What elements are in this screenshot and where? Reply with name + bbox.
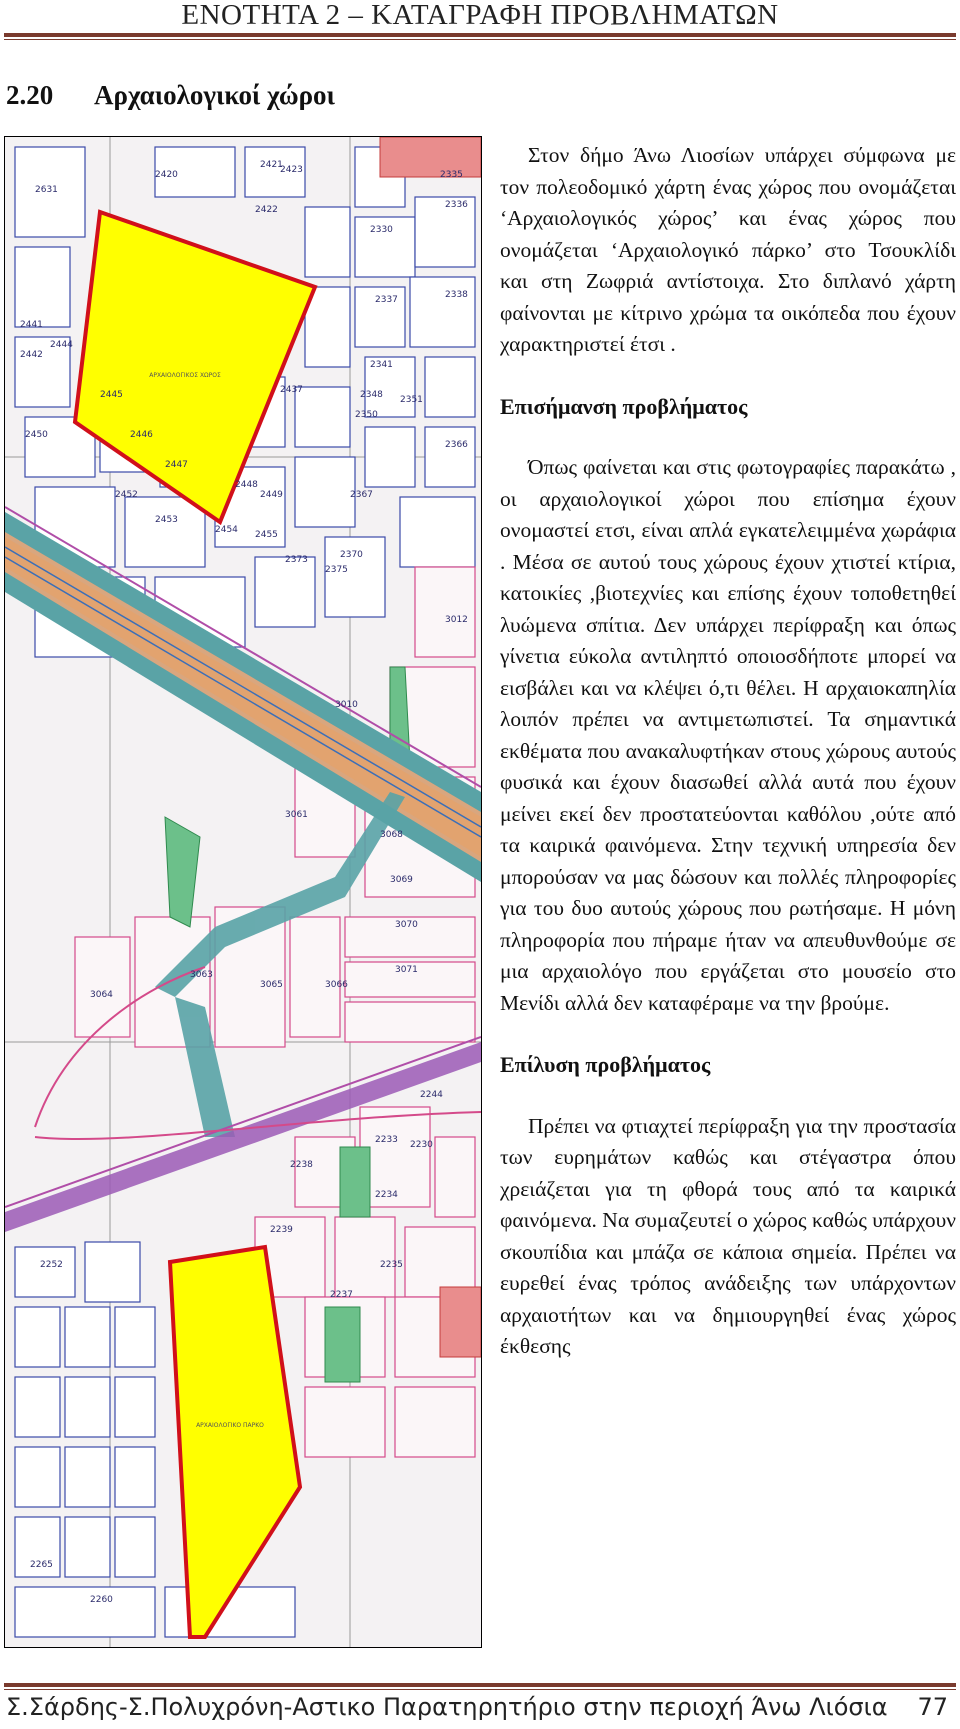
block-number-label: 2351: [400, 395, 423, 405]
block-number-label: 2442: [20, 350, 43, 360]
block-number-label: 2252: [40, 1260, 63, 1270]
block-number-label: 2233: [375, 1135, 398, 1145]
lower-parcel-label: ΑΡΧΑΙΟΛΟΓΙΚΟ ΠΑΡΚΟ: [196, 1422, 264, 1429]
solution-paragraph: Πρέπει να φτιαχτεί περίφραξη για την προστασία των ευρημάτων καθώς και στέγαστρα όπου χρειάζεται για τη φθορά τους από τα καιρικά φαινόμενα. Να συμαζευτεί ο χώρος καθώς υπάρχουν σκουπίδια και μπάζα σε κάποια σημεία. Πρέπει να ευρεθεί ένας τρόπος ανάδειξης των υπάρχοντων αρχαιοτήτων και να δημιουργηθεί ένας χώρος έκθεσης: [500, 1113, 956, 1358]
block-number-label: 2350: [355, 410, 378, 420]
block-number-label: 2454: [215, 525, 238, 535]
block-number-label: 2235: [380, 1260, 403, 1270]
problem-paragraph: Όπως φαίνεται και στις φωτογραφίες παρακάτω , οι αρχαιολογικοί χώροι που επίσημα έχουν ονομαστεί ετσι, είναι απλά εγκατελειμμένα χωράφια . Μέσα σε αυτού τους χώρους έχουν χτιστεί κτίρια, κατοικίες ,βιοτεχνίες και επίσης έχουν τοποθετηθεί λυώμενα σπίτια. Δεν υπάρχει περίφραξη και όπως γίνετια εύκολα αντιληπτό οποιοσδήποτε μπορεί να εισβάλει και να κλέψει ό,τι θέλει. Η αρχαιοκαπηλία λοιπόν πρέπει να αντιμετωπιστεί. Τα σημαντικά εκθέματα που ανακαλυφτήκαν στους χώρους αυτούς φυσικά και έχουν διασωθεί αλλά αυτά που έχουν μείνει εκεί δεν προστατεύονται καθόλου ,ούτε από τα καιρικά φαινόμενα. Στην τεχνική υπηρεσία δεν μπορούσαν να μας δώσουν και πολλές πληροφορίες για του δυο αυτούς χώρους που ρωτήσαμε. Η μόνη πληροφορία που πήραμε ήταν να απευθυνθούμε σε μια αρχαιολόγο που εργάζεται στο μουσείο στο Μενίδι αλλά δεν καταφέραμε να την βρούμε.: [500, 455, 956, 1015]
problem-heading: Επισήμανση προβλήματος: [500, 393, 748, 419]
block-number-label: 2348: [360, 390, 383, 400]
block-number-label: 2335: [440, 170, 463, 180]
block-number-label: 2330: [370, 225, 393, 235]
block-number-label: 2453: [155, 515, 178, 525]
block-number-label: 3064: [90, 990, 113, 1000]
block-number-label: 2238: [290, 1160, 313, 1170]
block-number-label: 2367: [350, 490, 373, 500]
page-number: 77: [917, 1693, 948, 1721]
footer-rule: [4, 1683, 956, 1687]
header-rule-thin: [4, 39, 956, 40]
block-number-label: 2230: [410, 1140, 433, 1150]
block-number-label: 2441: [20, 320, 43, 330]
block-number-label: 2449: [260, 490, 283, 500]
block-number-label: 2450: [25, 430, 48, 440]
page-header: [0, 0, 960, 44]
block-number-label: 2239: [270, 1225, 293, 1235]
body-text-column: [500, 140, 956, 1363]
block-number-label: 2422: [255, 205, 278, 215]
header-rule: [4, 33, 956, 37]
block-number-label: 3065: [260, 980, 283, 990]
block-number-label: 3063: [190, 970, 213, 980]
block-number-label: 2370: [340, 550, 363, 560]
upper-parcel-label: ΑΡΧΑΙΟΛΟΓΙΚΟΣ ΧΩΡΟΣ: [149, 372, 221, 379]
block-number-label: 2265: [30, 1560, 53, 1570]
block-number-label: 2338: [445, 290, 468, 300]
block-number-label: 2631: [35, 185, 58, 195]
block-number-label: 2341: [370, 360, 393, 370]
block-number-label: 2337: [375, 295, 398, 305]
section-heading: [6, 80, 335, 111]
block-number-label: 2452: [115, 490, 138, 500]
block-number-label: 2260: [90, 1595, 113, 1605]
block-number-label: 2237: [330, 1290, 353, 1300]
block-number-label: 3070: [395, 920, 418, 930]
block-number-label: 2447: [165, 460, 188, 470]
block-number-label: 3012: [445, 615, 468, 625]
block-number-label: 3061: [285, 810, 308, 820]
block-number-label: 3069: [390, 875, 413, 885]
block-number-label: 2448: [235, 480, 258, 490]
section-title: Αρχαιολογικοί χώροι: [94, 80, 335, 110]
block-number-label: 2373: [285, 555, 308, 565]
header-title: ΕΝΟΤΗΤΑ 2 – ΚΑΤΑΓΡΑΦΗ ΠΡΟΒΛΗΜΑΤΩΝ: [181, 0, 779, 31]
zoning-map: [4, 136, 482, 1648]
block-number-label: 2445: [100, 390, 123, 400]
block-number-label: 2336: [445, 200, 468, 210]
block-number-label: 2437: [280, 385, 303, 395]
block-number-label: 2234: [375, 1190, 398, 1200]
section-number: 2.20: [6, 80, 54, 110]
block-number-label: 3071: [395, 965, 418, 975]
block-number-label: 2423: [280, 165, 303, 175]
footer-rule-thin: [4, 1689, 956, 1690]
solution-heading: Επίλυση προβλήματος: [500, 1052, 711, 1077]
block-number-label: 2366: [445, 440, 468, 450]
footer-authors: Σ.Σάρδης-Σ.Πολυχρόνη-Αστικο Παρατηρητήριο στην περιοχή Άνω Λιόσια: [6, 1693, 888, 1721]
page-footer: [6, 1693, 956, 1721]
block-number-label: 2444: [50, 340, 73, 350]
block-number-label: 3010: [335, 700, 358, 710]
block-number-label: 2244: [420, 1090, 443, 1100]
block-number-label: 2420: [155, 170, 178, 180]
block-number-label: 3068: [380, 830, 403, 840]
intro-paragraph: Στον δήμο Άνω Λιοσίων υπάρχει σύμφωνα με τον πολεοδομικό χάρτη ένας χώρος που ονομάζεται ‘Αρχαιολογικός χώρος’ και ένας χώρος που ονομάζεται ‘Αρχαιολογικό πάρκο’ στο Τσουκλίδι και στη Ζωφριά αντίστοιχα. Στο διπλανό χάρτη φαίνονται με κίτρινο χρώμα τα οικόπεδα που έχουν χαρακτηριστεί έτσι .: [500, 143, 956, 356]
block-number-label: 2446: [130, 430, 153, 440]
block-number-label: 2375: [325, 565, 348, 575]
block-number-label: 2421: [260, 160, 283, 170]
block-number-label: 3066: [325, 980, 348, 990]
block-number-label: 2455: [255, 530, 278, 540]
